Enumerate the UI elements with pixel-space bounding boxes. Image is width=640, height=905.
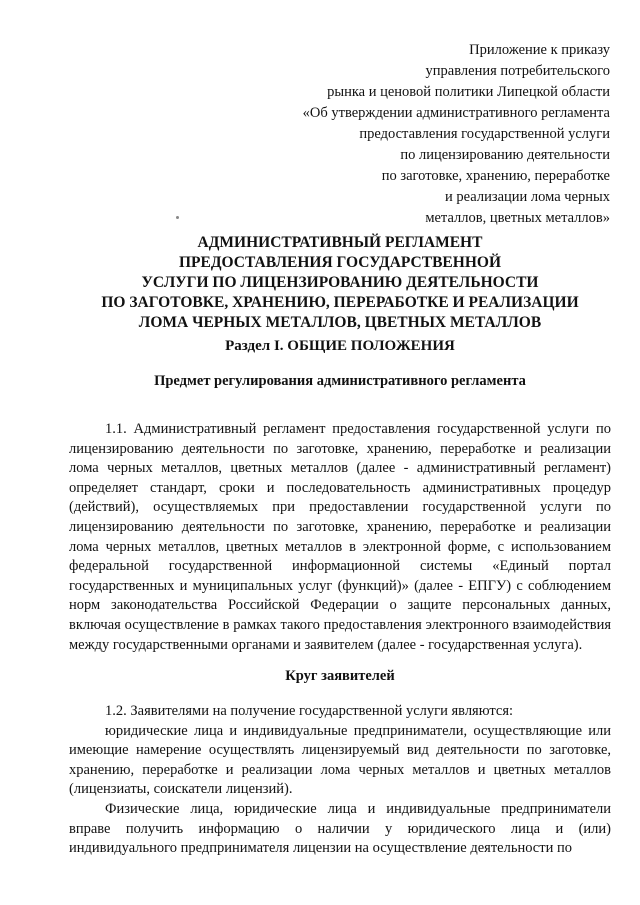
paragraph-1-1-text: 1.1. Административный регламент предоставления государственной услуги по лицензированию деятельности по заготовке, хранению, переработке и реализации лома черных металлов, цветных металлов (далее - административный регламент) определяет стандарт, сроки и последовательность административных процедур (действий), осуществляемых при предоставлении государственной услуги по лицензированию деятельности по заготовке, хранению, переработке и реализации лома черных металлов, цветных металлов в электронной форме, с использованием федеральной государственной информационной системы «Единый портал государственных и муниципальных услуг (функций)» (далее - ЕПГУ) с соблюдением норм законодательства Российской Федерации о защите персональных данных, включая осуществление в рамках такого предоставления электронного взаимодействия между государственными органами и заявителем (далее - государственная услуга). [69, 421, 611, 653]
appendix-line: по лицензированию деятельности [400, 147, 610, 163]
title-line: ЛОМА ЧЕРНЫХ МЕТАЛЛОВ, ЦВЕТНЫХ МЕТАЛЛОВ [138, 314, 542, 331]
appendix-line: рынка и ценовой политики Липецкой области [327, 84, 610, 100]
appendix-line: предоставления государственной услуги [359, 126, 610, 142]
section-heading: Раздел I. ОБЩИЕ ПОЛОЖЕНИЯ [225, 338, 455, 354]
paragraph-1-2 [69, 702, 611, 859]
paragraph-1-1 [69, 420, 611, 655]
paragraph-1-2-legal-entities: юридические лица и индивидуальные предприниматели, осуществляющие или имеющие намерение осуществлять лицензируемый вид деятельности по заготовке, хранению, переработке и реализации лома черных металлов и цветных металлов (лицензиаты, соискатели лицензий). [69, 722, 611, 798]
title-line: УСЛУГИ ПО ЛИЦЕНЗИРОВАНИЮ ДЕЯТЕЛЬНОСТИ [141, 274, 539, 291]
appendix-line: металлов, цветных металлов» [425, 210, 610, 226]
title-line: АДМИНИСТРАТИВНЫЙ РЕГЛАМЕНТ [197, 234, 483, 251]
paragraph-1-2-information-right: Физические лица, юридические лица и индивидуальные предприниматели вправе получить информацию о наличии у юридического лица и (или) индивидуального предпринимателя лицензии на осуществление деятельности по [69, 800, 611, 857]
subject-heading: Предмет регулирования административного регламента [154, 373, 526, 389]
appendix-line: «Об утверждении административного регламента [302, 105, 610, 121]
appendix-block [250, 40, 610, 229]
paragraph-1-2-intro: 1.2. Заявителями на получение государственной услуги являются: [105, 703, 514, 719]
appendix-line: управления потребительского [425, 63, 610, 79]
applicants-heading: Круг заявителей [285, 668, 395, 684]
scan-dot [176, 216, 179, 219]
appendix-line: Приложение к приказу [469, 42, 610, 58]
title-line: ПО ЗАГОТОВКЕ, ХРАНЕНИЮ, ПЕРЕРАБОТКЕ И РЕАЛИЗАЦИИ [101, 294, 579, 311]
document-title [69, 233, 611, 333]
appendix-line: и реализации лома черных [445, 189, 610, 205]
appendix-line: по заготовке, хранению, переработке [381, 168, 610, 184]
title-line: ПРЕДОСТАВЛЕНИЯ ГОСУДАРСТВЕННОЙ [178, 254, 501, 271]
